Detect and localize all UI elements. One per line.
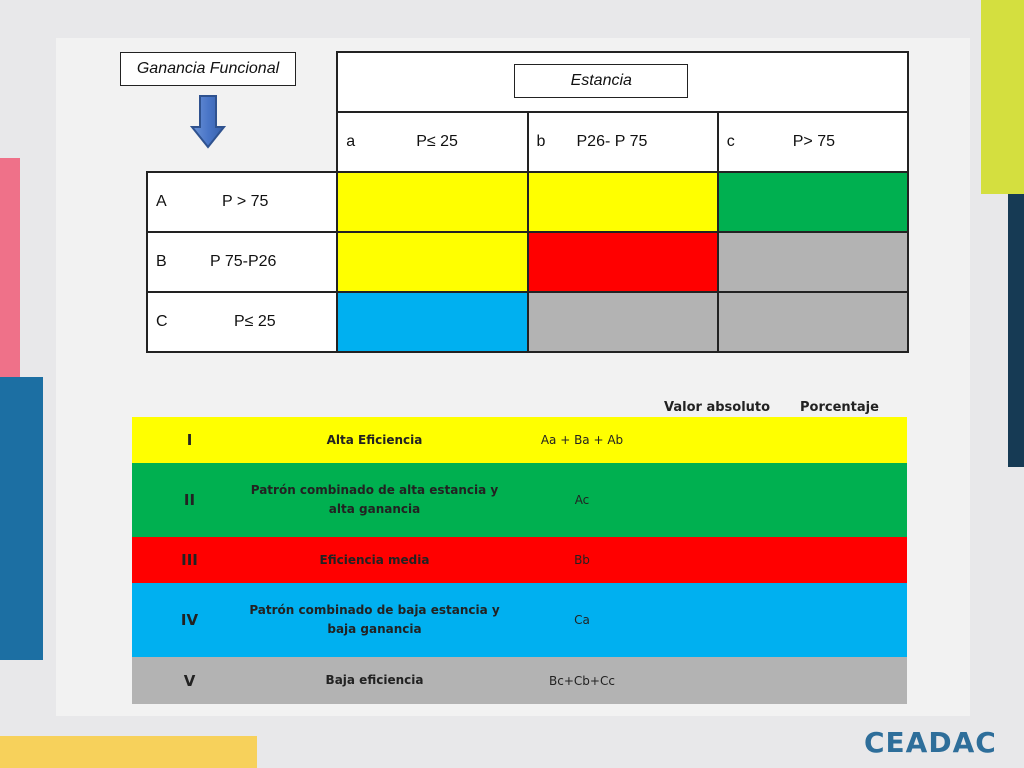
legend-row	[132, 657, 907, 704]
cell-aa	[337, 172, 527, 232]
col-header-b: b P26- P 75	[528, 112, 718, 172]
efficiency-grid	[146, 51, 909, 353]
cell-ca	[337, 292, 527, 352]
cell-ac	[718, 172, 908, 232]
estancia-header-cell	[337, 52, 908, 112]
deco-bar-navy	[1008, 194, 1024, 467]
legend-valor-cell	[662, 657, 907, 704]
legend-num: V	[183, 671, 196, 690]
row-header-a: A P > 75	[147, 172, 337, 232]
deco-bar-yellow-bottom	[0, 736, 257, 768]
legend-row	[132, 583, 907, 657]
legend-valor-cell	[662, 417, 907, 463]
legend-desc: Alta Eficiencia	[326, 432, 423, 447]
legend-formula: Ac	[574, 493, 590, 507]
legend-desc: Patrón combinado de baja estancia y baja ganancia	[249, 603, 500, 636]
legend-valor-cell	[662, 537, 907, 583]
deco-bar-lime	[981, 0, 1024, 194]
legend-desc: Baja eficiencia	[325, 673, 424, 688]
col-header-a: a P≤ 25	[337, 112, 527, 172]
cell-ab	[528, 172, 718, 232]
cell-bb	[528, 232, 718, 292]
cell-cb	[528, 292, 718, 352]
cell-bc	[718, 232, 908, 292]
ganancia-funcional-label: Ganancia Funcional	[120, 52, 296, 86]
legend-header-porcentaje: Porcentaje	[800, 400, 879, 415]
cell-cc	[718, 292, 908, 352]
legend-formula: Ca	[574, 613, 590, 627]
deco-bar-blue-left	[0, 377, 43, 660]
legend-row	[132, 463, 907, 537]
legend-formula: Bb	[574, 553, 590, 567]
legend-num: IV	[180, 611, 199, 629]
legend-desc: Eficiencia media	[319, 552, 430, 567]
legend-desc: Patrón combinado de alta estancia y alta ganancia	[250, 483, 499, 516]
ceadac-logo: CEADAC	[864, 726, 997, 759]
legend-num: II	[183, 491, 196, 509]
legend-num: III	[181, 551, 198, 569]
legend-formula: Aa + Ba + Ab	[540, 433, 624, 447]
row-header-b: B P 75-P26	[147, 232, 337, 292]
legend-row	[132, 537, 907, 583]
cell-ba	[337, 232, 527, 292]
legend-valor-cell	[662, 463, 907, 537]
col-header-c: c P> 75	[718, 112, 908, 172]
deco-bar-pink	[0, 158, 20, 380]
row-header-c: C P≤ 25	[147, 292, 337, 352]
estancia-label: Estancia	[514, 64, 688, 98]
legend-num: I	[186, 431, 193, 449]
legend-table	[132, 417, 907, 704]
legend-formula: Bc+Cb+Cc	[549, 673, 615, 688]
legend-header-valor: Valor absoluto	[664, 400, 771, 415]
legend-valor-cell	[662, 583, 907, 657]
legend-row	[132, 417, 907, 463]
